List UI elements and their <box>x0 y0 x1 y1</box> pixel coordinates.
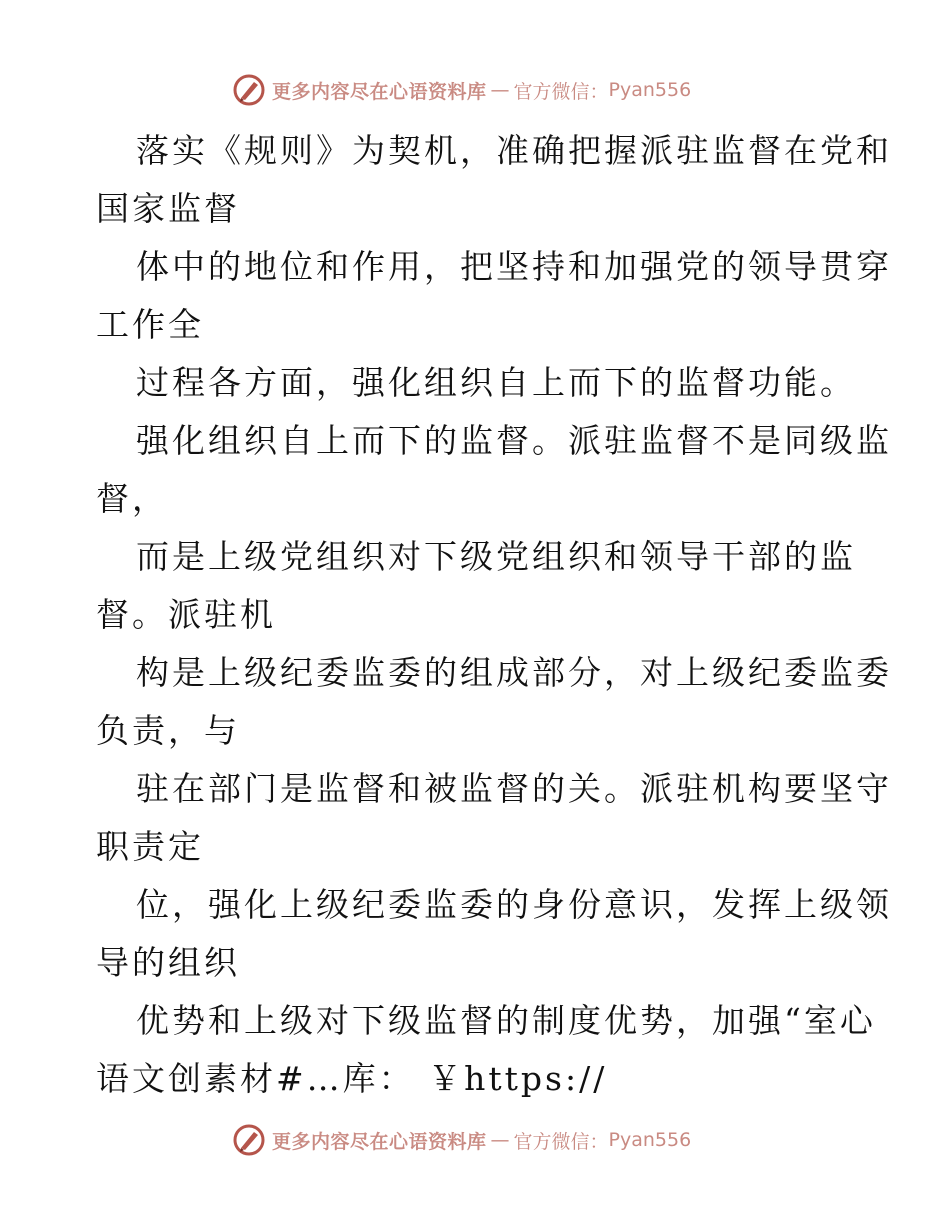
body-line: 工作全 <box>96 305 204 344</box>
banner-handle: Pyan556 <box>608 79 692 101</box>
body-line: 职责定 <box>96 827 204 866</box>
pen-circle-logo-icon <box>232 73 266 107</box>
body-line: 负责，与 <box>96 711 240 750</box>
banner-dash: — <box>490 79 510 101</box>
body-line: 位，强化上级纪委监委的身份意识，发挥上级领 <box>136 885 892 924</box>
banner-wechat-label: 官方微信： <box>513 80 609 103</box>
header-banner <box>232 70 691 110</box>
body-line: 督。派驻机 <box>96 595 276 634</box>
body-line: 体中的地位和作用，把坚持和加强党的领导贯穿 <box>136 247 892 286</box>
footer-banner <box>232 1120 691 1160</box>
body-line: 过程各方面，强化组织自上而下的监督功能。 <box>136 363 856 402</box>
body-line: 优势和上级对下级监督的制度优势，加强“室心 <box>136 1001 876 1040</box>
body-line: 落实《规则》为契机，准确把握派驻监督在党和 <box>136 131 892 170</box>
banner-title: 更多内容尽在心语资料库 <box>272 1130 487 1153</box>
banner-title: 更多内容尽在心语资料库 <box>272 80 487 103</box>
body-line: 强化组织自上而下的监督。派驻监督不是同级监 <box>136 421 892 460</box>
pen-circle-logo-icon <box>232 1123 266 1157</box>
banner-handle: Pyan556 <box>608 1129 692 1151</box>
body-line: 语文创素材#…库： ￥https:// <box>96 1059 608 1098</box>
body-line: 而是上级党组织对下级党组织和领导干部的监 <box>136 537 856 576</box>
banner-wechat-label: 官方微信： <box>513 1130 609 1153</box>
body-line: 导的组织 <box>96 943 240 982</box>
body-line: 督， <box>96 479 168 518</box>
body-line: 国家监督 <box>96 189 240 228</box>
document-body <box>96 122 892 1108</box>
body-line: 构是上级纪委监委的组成部分，对上级纪委监委 <box>136 653 892 692</box>
banner-dash: — <box>490 1129 510 1151</box>
body-line: 驻在部门是监督和被监督的关。派驻机构要坚守 <box>136 769 892 808</box>
